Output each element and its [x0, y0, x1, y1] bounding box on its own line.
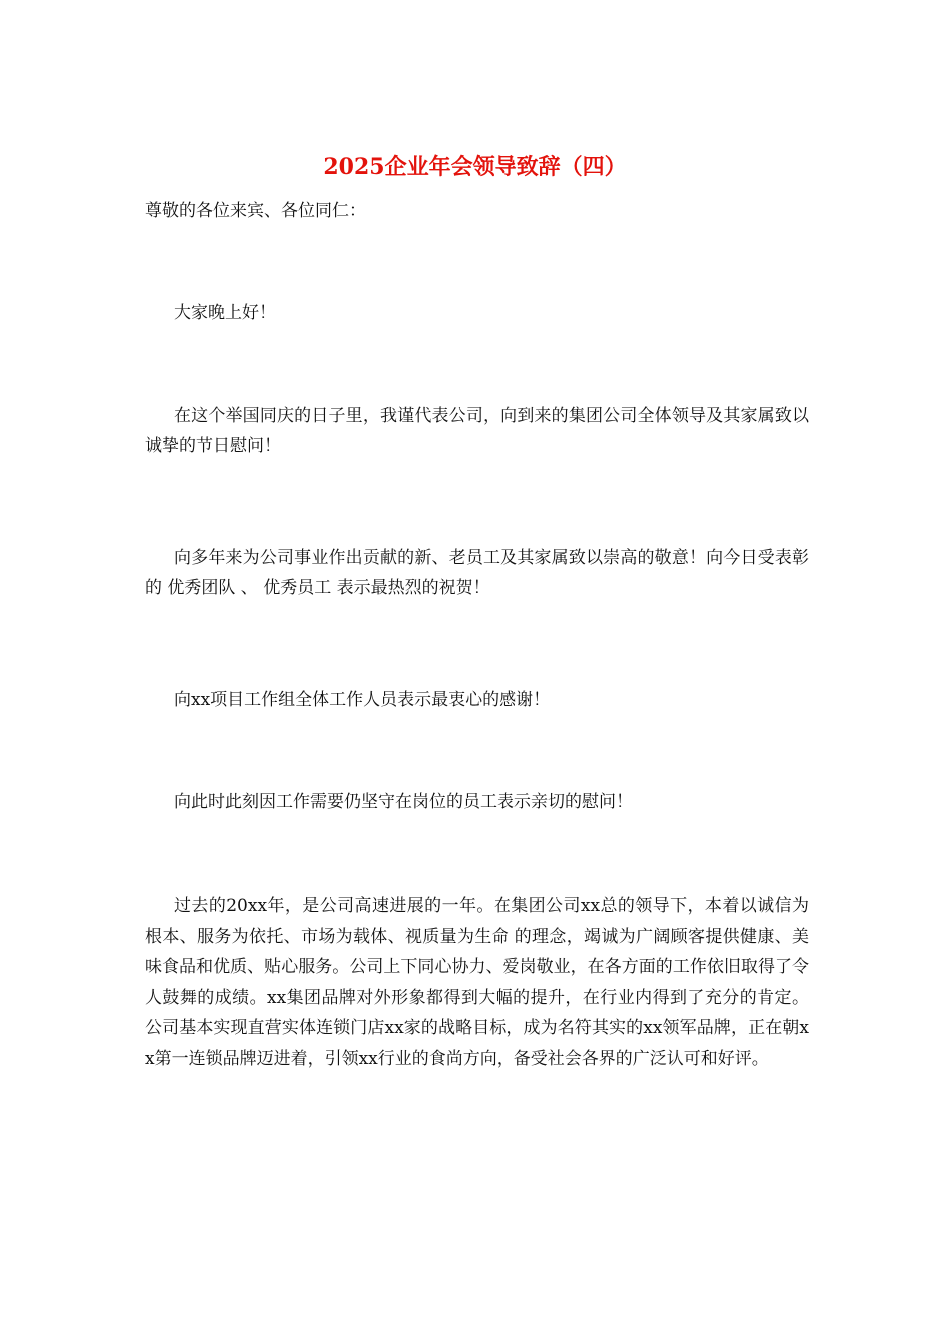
- salutation: 尊敬的各位来宾、各位同仁：: [145, 201, 366, 221]
- paragraph-year-review: 过去的20xx年，是公司高速进展的一年。在集团公司xx总的领导下，本着以诚信为根本、服务为依托、市场为载体、视质量为生命 的理念，竭诚为广阔顾客提供健康、美味食品和优质、贴心服务。公司上下同心协力、爱岗敬业，在各方面的工作依旧取得了令人鼓舞的成绩。xx集团品牌对外形象都得到大幅的提升，在行业内得到了充分的肯定。公司基本实现直营实体连锁门店xx家的战略目标，成为名符其实的xx领军品牌，正在朝xx第一连锁品牌迈进着，引领xx行业的食尚方向，备受社会各界的广泛认可和好评。: [145, 896, 809, 1069]
- document-title: 2025企业年会领导致辞（四）: [323, 154, 627, 180]
- paragraph-holiday-regards: 在这个举国同庆的日子里，我谨代表公司，向到来的集团公司全体领导及其家属致以诚挚的节日慰问！: [145, 406, 809, 456]
- paragraph-project-thanks: 向xx项目工作组全体工作人员表示最衷心的感谢！: [174, 690, 551, 710]
- paragraph-greeting: 大家晚上好！: [174, 303, 276, 323]
- paragraph-employee-respect: 向多年来为公司事业作出贡献的新、老员工及其家属致以崇高的敬意！向今日受表彰的 优秀团队 、 优秀员工 表示最热烈的祝贺！: [145, 548, 809, 598]
- paragraph-on-duty-regards: 向此时此刻因工作需要仍坚守在岗位的员工表示亲切的慰问！: [174, 792, 633, 812]
